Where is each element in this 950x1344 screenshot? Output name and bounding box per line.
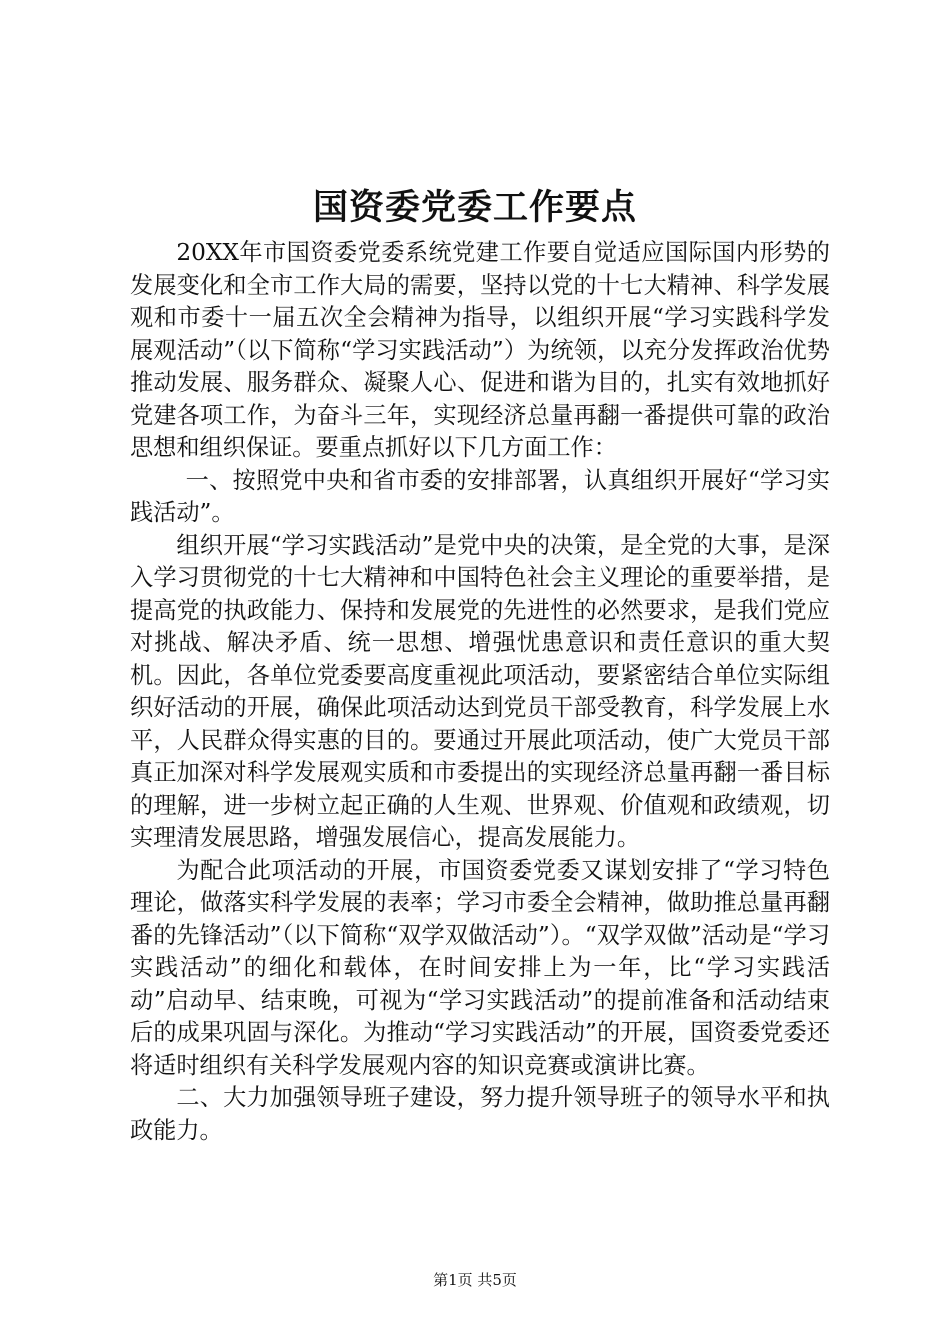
document-body: [130, 237, 830, 1147]
paragraph-section-1-body: 组织开展“学习实践活动”是党中央的决策，是全党的大事，是深入学习贯彻党的十七大精神和中国特色社会主义理论的重要举措，是提高党的执政能力、保持和发展党的先进性的必然要求，是我们党应对挑战、解决矛盾、统一思想、增强忧患意识和责任意识的重大契机。因此，各单位党委要高度重视此项活动，要紧密结合单位实际组织好活动的开展，确保此项活动达到党员干部受教育，科学发展上水平，人民群众得实惠的目的。要通过开展此项活动，使广大党员干部真正加深对科学发展观实质和市委提出的实现经济总量再翻一番目标的理解，进一步树立起正确的人生观、世界观、价值观和政绩观，切实理清发展思路，增强发展信心，提高发展能力。: [130, 531, 830, 851]
paragraph-section-1-activity: 为配合此项活动的开展，市国资委党委又谋划安排了“学习特色理论，做落实科学发展的表率；学习市委全会精神，做助推总量再翻番的先锋活动”（以下简称“双学双做活动”）。“双学双做”活动是“学习实践活动”的细化和载体，在时间安排上为一年，比“学习实践活动”启动早、结束晚，可视为“学习实践活动”的提前准备和活动结束后的成果巩固与深化。为推动“学习实践活动”的开展，国资委党委还将适时组织有关科学发展观内容的知识竞赛或演讲比赛。: [130, 856, 831, 1079]
section-heading-1: 一、按照党中央和省市委的安排部署，认真组织开展好“学习实践活动”。: [130, 466, 830, 526]
document-title: 国资委党委工作要点: [312, 187, 637, 228]
paragraph-intro: 20XX年市国资委党委系统党建工作要自觉适应国际国内形势的发展变化和全市工作大局的需要，坚持以党的十七大精神、科学发展观和市委十一届五次全会精神为指导，以组织开展“学习实践科学发展观活动”（以下简称“学习实践活动”）为统领，以充分发挥政治优势推动发展、服务群众、凝聚人心、促进和谐为目的，扎实有效地抓好党建各项工作，为奋斗三年，实现经济总量再翻一番提供可靠的政治思想和组织保证。要重点抓好以下几方面工作：: [130, 239, 830, 461]
section-heading-2: 二、大力加强领导班子建设，努力提升领导班子的领导水平和执政能力。: [130, 1084, 830, 1144]
page-footer: 第1页 共5页: [433, 1271, 517, 1289]
